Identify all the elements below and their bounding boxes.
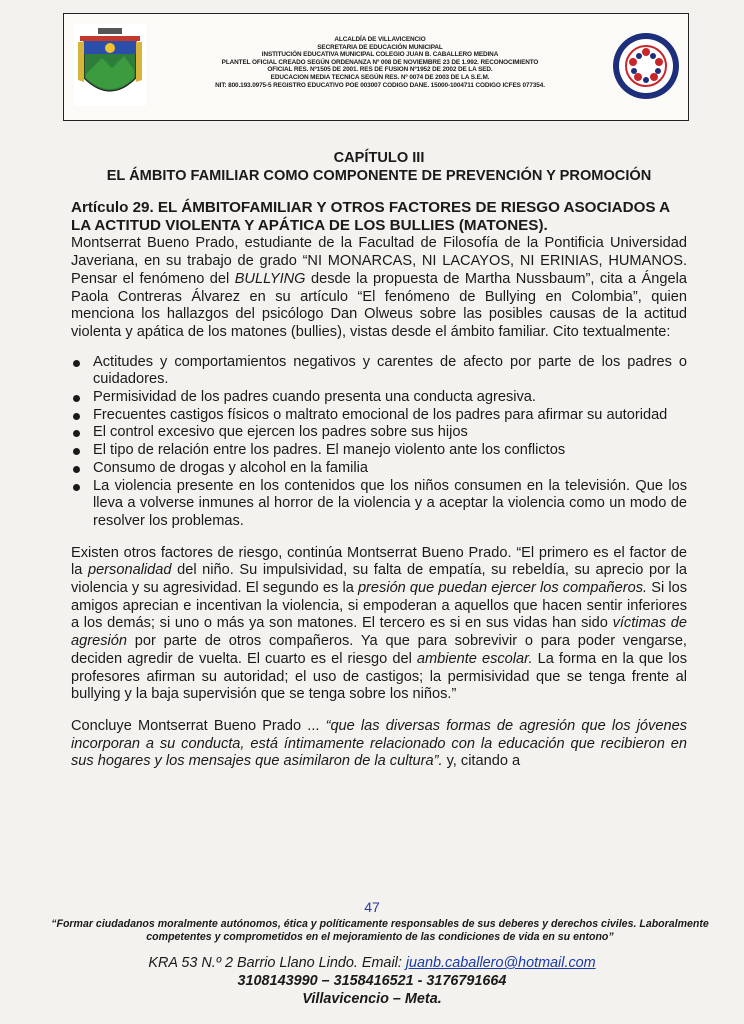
footer-address [0, 954, 744, 1008]
bullet-icon [73, 430, 80, 437]
page-number: 47 [364, 899, 380, 915]
article-title: Artículo 29. EL ÁMBITOFAMILIAR Y OTROS FACTORES DE RIESGO ASOCIADOS A LA ACTITUD VIOLENTA Y APÁTICA DE LOS BULLIES (MATONES). [71, 199, 670, 235]
header-line-3: INSTITUCIÓN EDUCATIVA MUNICIPAL COLEGIO JUAN B. CABALLERO MEDINA [261, 51, 499, 59]
email-link[interactable]: juanb.caballero@hotmail.com [405, 955, 596, 971]
list-item: El control excesivo que ejercen los padres sobre sus hijos [71, 424, 687, 442]
address-line: KRA 53 N.º 2 Barrio Llano Lindo. Email: juanb.caballero@hotmail.com [148, 955, 596, 971]
header-line-2: SECRETARIA DE EDUCACIÓN MUNICIPAL [317, 43, 443, 51]
chapter-subtitle: EL ÁMBITO FAMILIAR COMO COMPONENTE DE PREVENCIÓN Y PROMOCIÓN [106, 167, 652, 184]
risk-factors-list [71, 354, 687, 531]
header-line-7: NIT: 800.193.0975-5 REGISTRO EDUCATIVO POE 003007 CODIGO DANE. 15000-1004711 CODIGO ICFES 077354. [215, 81, 545, 89]
phones-line: 3108143990 – 3158416521 - 3176791664 [237, 973, 507, 989]
page-body [71, 150, 687, 771]
bullet-icon [73, 395, 80, 402]
bullet-icon [73, 360, 80, 367]
list-item: La violencia presente en los contenidos que los niños consumen en la televisión. Que los lleva a volverse inmunes al horror de la violencia y a aceptar la violencia como un modo de resolver los problemas. [71, 478, 687, 531]
bullet-icon [73, 466, 80, 473]
conclusion-paragraph: Concluye Montserrat Bueno Prado ... “que las diversas formas de agresión que los jóvenes incorporan a su conducta, está íntimamente relacionado con la educación que recibieron en sus hogares y los mensajes que asimilaron de la cultura”. y, citando a [71, 717, 687, 770]
header-line-4: PLANTEL OFICIAL CREADO SEGÚN ORDENANZA Nº 008 DE NOVIEMBRE 23 DE 1.992. RECONOCIMIENTO [221, 58, 539, 66]
header-line-1: ALCALDÍA DE VILLAVICENCIO [334, 36, 426, 43]
bullet-icon [73, 484, 80, 491]
footer-motto: “Formar ciudadanos moralmente autónomos, ética y políticamente responsables de sus deberes y derechos civiles. Laboralmente competentes y comprometidos en el mejoramiento de las condiciones de vida en su entono” [51, 918, 709, 943]
letterhead [63, 13, 689, 121]
list-item: Frecuentes castigos físicos o maltrato emocional de los padres para afirmar su autoridad [71, 407, 687, 425]
bullet-icon [73, 413, 80, 420]
risk-factors-paragraph: Existen otros factores de riesgo, continúa Montserrat Bueno Prado. “El primero es el factor de la personalidad del niño. Su impulsividad, su falta de empatía, su rebeldía, su aprecio por la violencia y su agresividad. El segundo es la presión que puedan ejercer los compañeros. Si los amigos aprecian e incentivan la violencia, si empoderan a aquellos que hacen sentir inferiores a los demás; si uno o más ya son matones. El tercero es si en sus vidas han sido víctimas de agresión por parte de otros compañeros. Ya que para sobrevivir o para poder vengarse, deciden agredir de vuelta. El cuarto es el riesgo del ambiente escolar. La forma en la que los profesores afirman su autoridad; el uso de castigos; la permisividad que se tenga frente al bullying y la baja supervisión que se tenga sobre los niños.” [71, 544, 687, 703]
municipal-shield-icon [72, 22, 148, 108]
list-item: El tipo de relación entre los padres. El manejo violento ante los conflictos [71, 442, 687, 460]
bullet-icon [73, 448, 80, 455]
article-intro: Montserrat Bueno Prado, estudiante de la Facultad de Filosofía de la Pontificia Universidad Javeriana, en su trabajo de grado “NI MONARCAS, NI LACAYOS, NI ERINIAS, HUMANOS. Pensar el fenómeno del BULLYING desde la propuesta de Martha Nussbaum”, cita a Ángela Paola Contreras Álvarez en su artículo “El fenómeno de Bullying en Colombia”, quien menciona los hallazgos del psicólogo Dan Olweus sobre las posibles causas de la actitud violenta y apática de los matones (bullies), vistas desde el ámbito familiar. Cito textualmente: [71, 235, 687, 340]
list-item: Consumo de drogas y alcohol en la familia [71, 460, 687, 478]
header-line-6: EDUCACION MEDIA TECNICA SEGÚN RES. Nº 0074 DE 2003 DE LA S.E.M. [270, 73, 490, 81]
list-item: Actitudes y comportamientos negativos y carentes de afecto por parte de los padres o cuidadores. [71, 354, 687, 389]
school-seal-icon [610, 22, 682, 108]
list-item: Permisividad de los padres cuando presenta una conducta agresiva. [71, 389, 687, 407]
city-line: Villavicencio – Meta. [302, 991, 442, 1007]
header-line-5: OFICIAL RES. Nº1505 DE 2001. RES DE FUSION Nº1952 DE 2002 DE LA SED. [267, 66, 493, 74]
chapter-title: CAPÍTULO III [333, 150, 425, 166]
